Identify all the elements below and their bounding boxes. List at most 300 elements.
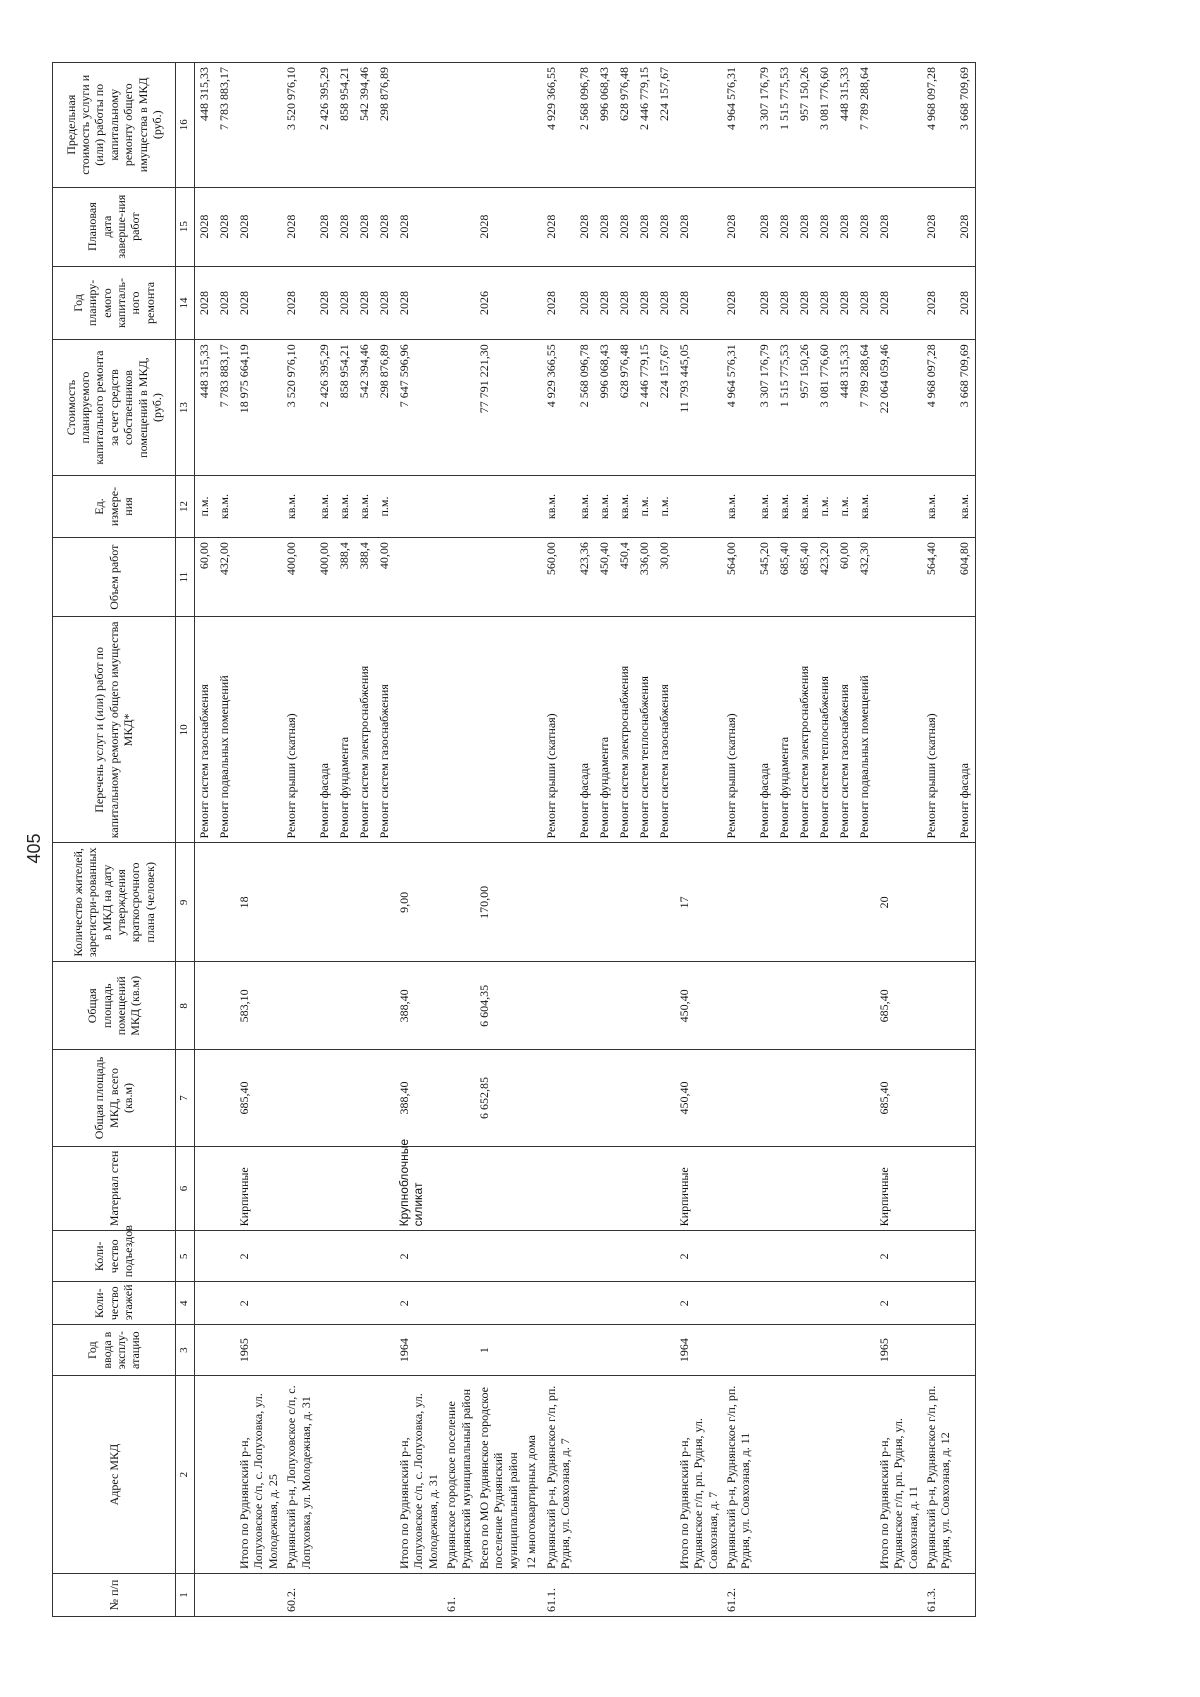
cell-col-9 <box>655 843 675 962</box>
page-number: 405 <box>24 833 44 864</box>
cell-col-7 <box>775 1050 795 1146</box>
cell-col-8 <box>755 962 775 1050</box>
cell-col-13: 4 964 576,31 <box>722 340 755 476</box>
cell-col-5 <box>542 1231 575 1282</box>
cell-col-11: 545,20 <box>755 538 775 617</box>
cell-col-11: 564,40 <box>922 538 955 617</box>
cell-col-12 <box>675 475 722 537</box>
cell-col-4 <box>195 1282 216 1325</box>
table-row <box>835 63 855 1617</box>
cell-col-2 <box>815 1376 835 1574</box>
cell-col-6 <box>595 1146 615 1231</box>
cell-col-14: 2028 <box>355 266 375 340</box>
cell-col-11: 423,36 <box>575 538 595 617</box>
cell-col-3 <box>215 1325 235 1376</box>
cell-col-16: 2 446 779,15 <box>635 63 655 188</box>
cell-col-8 <box>355 962 375 1050</box>
cell-col-5 <box>922 1231 955 1282</box>
table-row <box>755 63 775 1617</box>
cell-col-9 <box>215 843 235 962</box>
cell-col-1 <box>795 1574 815 1617</box>
cell-col-12: кв.м. <box>722 475 755 537</box>
cell-col-6: Кирпичные <box>875 1146 922 1231</box>
cell-col-10: Ремонт фасада <box>575 617 595 843</box>
table-row <box>855 63 875 1617</box>
cell-col-2: 12 многоквартирных дома <box>522 1376 542 1574</box>
cell-col-10: Ремонт фасада <box>315 617 335 843</box>
cell-col-2: Руднянский р-н, Руднянское г/п, рп. Рудня, ул. Совхозная, д. 12 <box>922 1376 955 1574</box>
cell-col-15: 2028 <box>282 187 315 266</box>
cell-col-4: 2 <box>395 1282 442 1325</box>
cell-col-11 <box>522 538 542 617</box>
cell-col-5: 2 <box>675 1231 722 1282</box>
cell-col-5 <box>355 1231 375 1282</box>
cell-col-15: 2028 <box>195 187 216 266</box>
cell-col-16: 7 783 883,17 <box>215 63 235 188</box>
cell-col-16: 957 150,26 <box>795 63 815 188</box>
cell-col-2: Итого по Руднянский р-н, Руднянское г/п, рп. Рудня, ул. Совхозная, д. 7 <box>675 1376 722 1574</box>
cell-col-7 <box>542 1050 575 1146</box>
column-number-4: 4 <box>176 1282 195 1325</box>
cell-col-15: 2028 <box>335 187 355 266</box>
cell-col-10: Ремонт крыши (скатная) <box>922 617 955 843</box>
cell-col-2 <box>355 1376 375 1574</box>
cell-col-4: 2 <box>875 1282 922 1325</box>
cell-col-7 <box>282 1050 315 1146</box>
table-row <box>355 63 375 1617</box>
cell-col-16: 1 515 775,53 <box>775 63 795 188</box>
cell-col-6 <box>922 1146 955 1231</box>
cell-col-3 <box>315 1325 335 1376</box>
cell-col-15 <box>522 187 542 266</box>
cell-col-16: 3 081 776,60 <box>815 63 835 188</box>
cell-col-1 <box>955 1574 976 1617</box>
cell-col-13: 224 157,67 <box>655 340 675 476</box>
cell-col-11 <box>675 538 722 617</box>
cell-col-11: 423,20 <box>815 538 835 617</box>
cell-col-1 <box>575 1574 595 1617</box>
cell-col-8 <box>522 962 542 1050</box>
cell-col-3 <box>355 1325 375 1376</box>
cell-col-14 <box>442 266 475 340</box>
cell-col-8 <box>575 962 595 1050</box>
cell-col-1 <box>615 1574 635 1617</box>
cell-col-14: 2028 <box>335 266 355 340</box>
column-header-8: Общая площадь помещений МКД (кв.м) <box>53 962 176 1050</box>
cell-col-14: 2028 <box>215 266 235 340</box>
cell-col-3 <box>835 1325 855 1376</box>
cell-col-2: Руднянское городское поселение Руднянский муниципальный район <box>442 1376 475 1574</box>
cell-col-5 <box>195 1231 216 1282</box>
cell-col-3 <box>335 1325 355 1376</box>
cell-col-11 <box>442 538 475 617</box>
cell-col-16: 4 929 366,55 <box>542 63 575 188</box>
cell-col-9 <box>315 843 335 962</box>
cell-col-1 <box>855 1574 875 1617</box>
cell-col-9 <box>615 843 635 962</box>
cell-col-15: 2028 <box>315 187 335 266</box>
cell-col-15: 2028 <box>635 187 655 266</box>
cell-col-4 <box>835 1282 855 1325</box>
cell-col-3 <box>442 1325 475 1376</box>
cell-col-14: 2028 <box>922 266 955 340</box>
cell-col-1 <box>595 1574 615 1617</box>
cell-col-5: 2 <box>875 1231 922 1282</box>
table-row <box>655 63 675 1617</box>
cell-col-11 <box>875 538 922 617</box>
column-number-5: 5 <box>176 1231 195 1282</box>
cell-col-10 <box>475 617 522 843</box>
cell-col-8: 388,40 <box>395 962 442 1050</box>
cell-col-13: 996 068,43 <box>595 340 615 476</box>
cell-col-12: кв.м. <box>755 475 775 537</box>
cell-col-12: п.м. <box>195 475 216 537</box>
cell-col-2 <box>955 1376 976 1574</box>
cell-col-6 <box>542 1146 575 1231</box>
cell-col-2: Руднянский р-н, Руднянское г/п, рп. Рудня, ул. Совхозная, д. 7 <box>542 1376 575 1574</box>
column-header-6: Материал стен <box>53 1146 176 1231</box>
cell-col-4 <box>615 1282 635 1325</box>
cell-col-4 <box>755 1282 775 1325</box>
table-row <box>475 63 522 1617</box>
cell-col-2 <box>655 1376 675 1574</box>
cell-col-5 <box>755 1231 775 1282</box>
cell-col-15: 2028 <box>355 187 375 266</box>
column-header-3: Год ввода в эксплу-атацию <box>53 1325 176 1376</box>
cell-col-14: 2028 <box>855 266 875 340</box>
cell-col-13: 2 426 395,29 <box>315 340 335 476</box>
cell-col-15: 2028 <box>815 187 835 266</box>
cell-col-6 <box>722 1146 755 1231</box>
cell-col-4 <box>775 1282 795 1325</box>
cell-col-5 <box>335 1231 355 1282</box>
cell-col-13: 7 789 288,64 <box>855 340 875 476</box>
cell-col-11: 388,4 <box>335 538 355 617</box>
cell-col-10 <box>395 617 442 843</box>
cell-col-3: 1965 <box>235 1325 282 1376</box>
cell-col-3 <box>755 1325 775 1376</box>
cell-col-8 <box>595 962 615 1050</box>
column-header-2: Адрес МКД <box>53 1376 176 1574</box>
cell-col-1 <box>655 1574 675 1617</box>
cell-col-2 <box>635 1376 655 1574</box>
cell-col-5 <box>635 1231 655 1282</box>
cell-col-4 <box>355 1282 375 1325</box>
cell-col-16 <box>395 63 442 188</box>
cell-col-9 <box>575 843 595 962</box>
cell-col-6 <box>955 1146 976 1231</box>
cell-col-15: 2028 <box>675 187 722 266</box>
cell-col-14: 2028 <box>395 266 442 340</box>
cell-col-5 <box>315 1231 335 1282</box>
cell-col-6 <box>195 1146 216 1231</box>
cell-col-8: 685,40 <box>875 962 922 1050</box>
cell-col-13: 2 446 779,15 <box>635 340 655 476</box>
cell-col-1 <box>195 1574 216 1617</box>
cell-col-13 <box>522 340 542 476</box>
cell-col-5 <box>522 1231 542 1282</box>
cell-col-10 <box>875 617 922 843</box>
cell-col-4 <box>575 1282 595 1325</box>
cell-col-10: Ремонт крыши (скатная) <box>722 617 755 843</box>
cell-col-6 <box>795 1146 815 1231</box>
cell-col-9 <box>282 843 315 962</box>
cell-col-3: 1964 <box>395 1325 442 1376</box>
cell-col-5 <box>722 1231 755 1282</box>
cell-col-13: 4 929 366,55 <box>542 340 575 476</box>
cell-col-14: 2028 <box>655 266 675 340</box>
cell-col-15: 2028 <box>795 187 815 266</box>
cell-col-13: 2 568 096,78 <box>575 340 595 476</box>
cell-col-5 <box>215 1231 235 1282</box>
cell-col-12 <box>395 475 442 537</box>
cell-col-13: 957 150,26 <box>795 340 815 476</box>
repair-plan-table <box>52 62 976 1617</box>
cell-col-5 <box>475 1231 522 1282</box>
cell-col-7 <box>615 1050 635 1146</box>
cell-col-1 <box>635 1574 655 1617</box>
cell-col-10 <box>442 617 475 843</box>
cell-col-13: 3 668 709,69 <box>955 340 976 476</box>
cell-col-12: п.м. <box>835 475 855 537</box>
cell-col-2 <box>775 1376 795 1574</box>
cell-col-14: 2028 <box>235 266 282 340</box>
header-row <box>53 63 176 1617</box>
cell-col-5 <box>442 1231 475 1282</box>
column-header-11: Объем работ <box>53 538 176 617</box>
cell-col-16 <box>235 63 282 188</box>
cell-col-1: 61.2. <box>722 1574 755 1617</box>
cell-col-3 <box>375 1325 395 1376</box>
cell-col-10: Ремонт систем теплоснабжения <box>815 617 835 843</box>
cell-col-7 <box>335 1050 355 1146</box>
cell-col-5 <box>775 1231 795 1282</box>
cell-col-6: Кирпичные <box>675 1146 722 1231</box>
column-number-10: 10 <box>176 617 195 843</box>
cell-col-6 <box>635 1146 655 1231</box>
cell-col-14: 2028 <box>542 266 575 340</box>
cell-col-15: 2028 <box>655 187 675 266</box>
cell-col-5 <box>615 1231 635 1282</box>
cell-col-7 <box>575 1050 595 1146</box>
column-number-7: 7 <box>176 1050 195 1146</box>
cell-col-5 <box>795 1231 815 1282</box>
cell-col-11: 336,00 <box>635 538 655 617</box>
cell-col-9 <box>955 843 976 962</box>
cell-col-7 <box>215 1050 235 1146</box>
cell-col-12 <box>875 475 922 537</box>
cell-col-14: 2028 <box>195 266 216 340</box>
column-number-13: 13 <box>176 340 195 476</box>
cell-col-7 <box>375 1050 395 1146</box>
table-row <box>775 63 795 1617</box>
table-row <box>875 63 922 1617</box>
cell-col-4 <box>282 1282 315 1325</box>
cell-col-13: 628 976,48 <box>615 340 635 476</box>
cell-col-7 <box>835 1050 855 1146</box>
cell-col-4: 2 <box>675 1282 722 1325</box>
cell-col-11: 30,00 <box>655 538 675 617</box>
column-header-14: Год планиру-емого капиталь-ного ремонта <box>53 266 176 340</box>
cell-col-10: Ремонт подвальных помещений <box>215 617 235 843</box>
cell-col-6 <box>315 1146 335 1231</box>
cell-col-3 <box>635 1325 655 1376</box>
cell-col-8: 450,40 <box>675 962 722 1050</box>
cell-col-13: 7 783 883,17 <box>215 340 235 476</box>
cell-col-9 <box>375 843 395 962</box>
cell-col-6 <box>855 1146 875 1231</box>
cell-col-6: Кирпичные <box>235 1146 282 1231</box>
cell-col-14: 2028 <box>615 266 635 340</box>
column-header-15: Плановая дата заверше-ния работ <box>53 187 176 266</box>
cell-col-10 <box>522 617 542 843</box>
cell-col-7: 685,40 <box>875 1050 922 1146</box>
cell-col-6: Крупноблочные силикат <box>395 1146 442 1231</box>
cell-col-10: Ремонт систем электроснабжения <box>795 617 815 843</box>
cell-col-12: кв.м. <box>315 475 335 537</box>
cell-col-12: кв.м. <box>775 475 795 537</box>
table-row <box>615 63 635 1617</box>
cell-col-1: 60.2. <box>282 1574 315 1617</box>
cell-col-7 <box>655 1050 675 1146</box>
cell-col-15: 2028 <box>235 187 282 266</box>
table-row <box>595 63 615 1617</box>
cell-col-1 <box>215 1574 235 1617</box>
cell-col-16: 2 568 096,78 <box>575 63 595 188</box>
cell-col-7: 450,40 <box>675 1050 722 1146</box>
cell-col-5 <box>655 1231 675 1282</box>
cell-col-15: 2028 <box>755 187 775 266</box>
cell-col-5 <box>575 1231 595 1282</box>
cell-col-13: 18 975 664,19 <box>235 340 282 476</box>
cell-col-10: Ремонт систем электроснабжения <box>355 617 375 843</box>
cell-col-16 <box>442 63 475 188</box>
cell-col-10 <box>675 617 722 843</box>
table-row <box>635 63 655 1617</box>
column-number-1: 1 <box>176 1574 195 1617</box>
cell-col-12: кв.м. <box>215 475 235 537</box>
column-header-13: Стоимость планируемого капитального ремонта за счет средств собственников помещений в МКД, (руб.) <box>53 340 176 476</box>
cell-col-9: 17 <box>675 843 722 962</box>
cell-col-10: Ремонт систем газоснабжения <box>195 617 216 843</box>
cell-col-6 <box>522 1146 542 1231</box>
cell-col-12: п.м. <box>815 475 835 537</box>
cell-col-7 <box>755 1050 775 1146</box>
table-row <box>542 63 575 1617</box>
cell-col-9: 20 <box>875 843 922 962</box>
cell-col-16: 4 968 097,28 <box>922 63 955 188</box>
cell-col-6 <box>442 1146 475 1231</box>
cell-col-2: Итого по Руднянский р-н, Лопуховское с/п, с. Лопуховка, ул. Молодежная, д. 25 <box>235 1376 282 1574</box>
cell-col-10: Ремонт систем газоснабжения <box>835 617 855 843</box>
cell-col-15: 2028 <box>575 187 595 266</box>
cell-col-13: 4 968 097,28 <box>922 340 955 476</box>
cell-col-9 <box>335 843 355 962</box>
cell-col-12: кв.м. <box>615 475 635 537</box>
cell-col-9 <box>195 843 216 962</box>
cell-col-10: Ремонт фундамента <box>335 617 355 843</box>
cell-col-4 <box>442 1282 475 1325</box>
cell-col-5 <box>955 1231 976 1282</box>
cell-col-8 <box>835 962 855 1050</box>
cell-col-15: 2028 <box>922 187 955 266</box>
cell-col-11: 450,40 <box>595 538 615 617</box>
cell-col-9: 9,00 <box>395 843 442 962</box>
cell-col-4 <box>375 1282 395 1325</box>
column-header-16: Предельная стоимость услуги и (или) работы по капитальному ремонту общего имущества в МКД (руб.) <box>53 63 176 188</box>
cell-col-3 <box>282 1325 315 1376</box>
table-row <box>335 63 355 1617</box>
cell-col-1 <box>835 1574 855 1617</box>
cell-col-15: 2028 <box>722 187 755 266</box>
cell-col-13: 448 315,33 <box>835 340 855 476</box>
cell-col-15: 2028 <box>395 187 442 266</box>
cell-col-14: 2028 <box>595 266 615 340</box>
cell-col-4 <box>655 1282 675 1325</box>
cell-col-9 <box>835 843 855 962</box>
cell-col-16: 996 068,43 <box>595 63 615 188</box>
cell-col-12 <box>522 475 542 537</box>
cell-col-3 <box>855 1325 875 1376</box>
cell-col-3 <box>955 1325 976 1376</box>
cell-col-4 <box>475 1282 522 1325</box>
cell-col-16: 628 976,48 <box>615 63 635 188</box>
cell-col-6 <box>282 1146 315 1231</box>
table-row <box>315 63 335 1617</box>
cell-col-8 <box>442 962 475 1050</box>
cell-col-3 <box>595 1325 615 1376</box>
cell-col-14: 2028 <box>635 266 655 340</box>
cell-col-2 <box>855 1376 875 1574</box>
cell-col-1 <box>775 1574 795 1617</box>
cell-col-8 <box>635 962 655 1050</box>
table-row <box>395 63 442 1617</box>
table-row <box>442 63 475 1617</box>
cell-col-5: 2 <box>395 1231 442 1282</box>
cell-col-12: кв.м. <box>282 475 315 537</box>
cell-col-8 <box>195 962 216 1050</box>
cell-col-14: 2028 <box>315 266 335 340</box>
cell-col-7 <box>955 1050 976 1146</box>
cell-col-2: Руднянский р-н, Лопуховское с/п, с. Лопуховка, ул. Молодежная, д. 31 <box>282 1376 315 1574</box>
cell-col-12: кв.м. <box>855 475 875 537</box>
cell-col-9 <box>755 843 775 962</box>
cell-col-11 <box>475 538 522 617</box>
cell-col-1 <box>675 1574 722 1617</box>
cell-col-5 <box>375 1231 395 1282</box>
cell-col-9: 18 <box>235 843 282 962</box>
cell-col-10: Ремонт фундамента <box>775 617 795 843</box>
cell-col-16: 7 789 288,64 <box>855 63 875 188</box>
cell-col-8 <box>922 962 955 1050</box>
column-header-5: Коли-чество подъездов <box>53 1231 176 1282</box>
cell-col-8 <box>955 962 976 1050</box>
column-number-8: 8 <box>176 962 195 1050</box>
cell-col-8: 6 604,35 <box>475 962 522 1050</box>
cell-col-8 <box>775 962 795 1050</box>
cell-col-12: кв.м. <box>355 475 375 537</box>
cell-col-13: 3 081 776,60 <box>815 340 835 476</box>
cell-col-4 <box>635 1282 655 1325</box>
cell-col-4 <box>595 1282 615 1325</box>
cell-col-3 <box>195 1325 216 1376</box>
cell-col-3 <box>522 1325 542 1376</box>
cell-col-2 <box>755 1376 775 1574</box>
cell-col-7: 6 652,85 <box>475 1050 522 1146</box>
cell-col-12 <box>442 475 475 537</box>
cell-col-9 <box>795 843 815 962</box>
cell-col-11: 604,80 <box>955 538 976 617</box>
